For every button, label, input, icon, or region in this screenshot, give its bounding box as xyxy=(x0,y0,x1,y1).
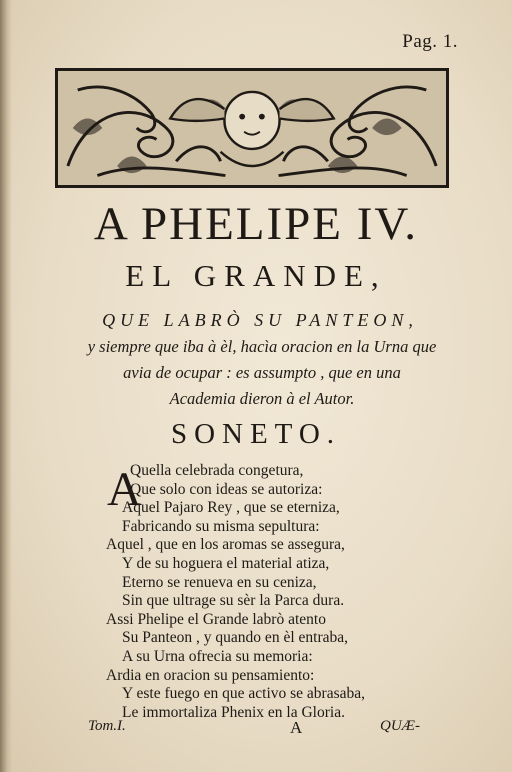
page-footer xyxy=(0,718,512,742)
poem-line: Y este fuego en que activo se abrasaba, xyxy=(122,685,366,703)
description-line: y siempre que iba à èl, hacìa oracion en la Urna que xyxy=(87,337,437,356)
poem-line: Quella celebrada congetura, xyxy=(130,462,304,479)
poem-line: Eterno se renueva en su ceniza, xyxy=(122,573,317,591)
page-subtitle: EL GRANDE, xyxy=(125,258,387,293)
engraved-ornament xyxy=(55,68,449,188)
poem-line: Aquel , que en los aromas se assegura, xyxy=(106,536,345,554)
poem-line: A su Urna ofrecia su memoria: xyxy=(122,647,313,665)
poem-line: Ardia en oracion su pensamiento: xyxy=(106,666,315,684)
description-line: Academia dieron à el Autor. xyxy=(169,389,355,408)
page-edge xyxy=(0,0,12,772)
poem-line: Sin que ultrage su sèr la Parca dura. xyxy=(122,592,345,610)
poem-line: Su Panteon , y quando en èl entraba, xyxy=(122,629,348,647)
description xyxy=(62,334,462,412)
page-title: A PHELIPE IV. xyxy=(93,198,419,250)
sonnet-heading: SONETO. xyxy=(170,418,342,450)
poem-line: Y de su hoguera el material atiza, xyxy=(122,554,330,572)
description-line: avia de ocupar : es assumpto , que en una xyxy=(123,363,401,382)
poem-line: Aquel Pajaro Rey , que se eterniza, xyxy=(122,499,340,517)
signature-mark: A xyxy=(290,718,303,737)
volume-mark: Tom.I. xyxy=(88,718,126,734)
poem-line: Que solo con ideas se autoriza: xyxy=(130,480,323,498)
poem-line: Fabricando su misma sepultura: xyxy=(122,517,320,535)
page-number: Pag. 1. xyxy=(402,31,458,52)
poem-body xyxy=(100,462,440,722)
poem-line: Assi Phelipe el Grande labrò atento xyxy=(106,610,326,628)
ornament-foliage-cherub-image xyxy=(58,71,446,185)
dedication-line: QUE LABRÒ SU PANTEON, xyxy=(102,310,418,330)
drop-cap: A xyxy=(107,463,142,516)
poem-line: Le immortaliza Phenix en la Gloria. xyxy=(122,703,345,721)
catchword: QUÆ- xyxy=(380,718,420,734)
